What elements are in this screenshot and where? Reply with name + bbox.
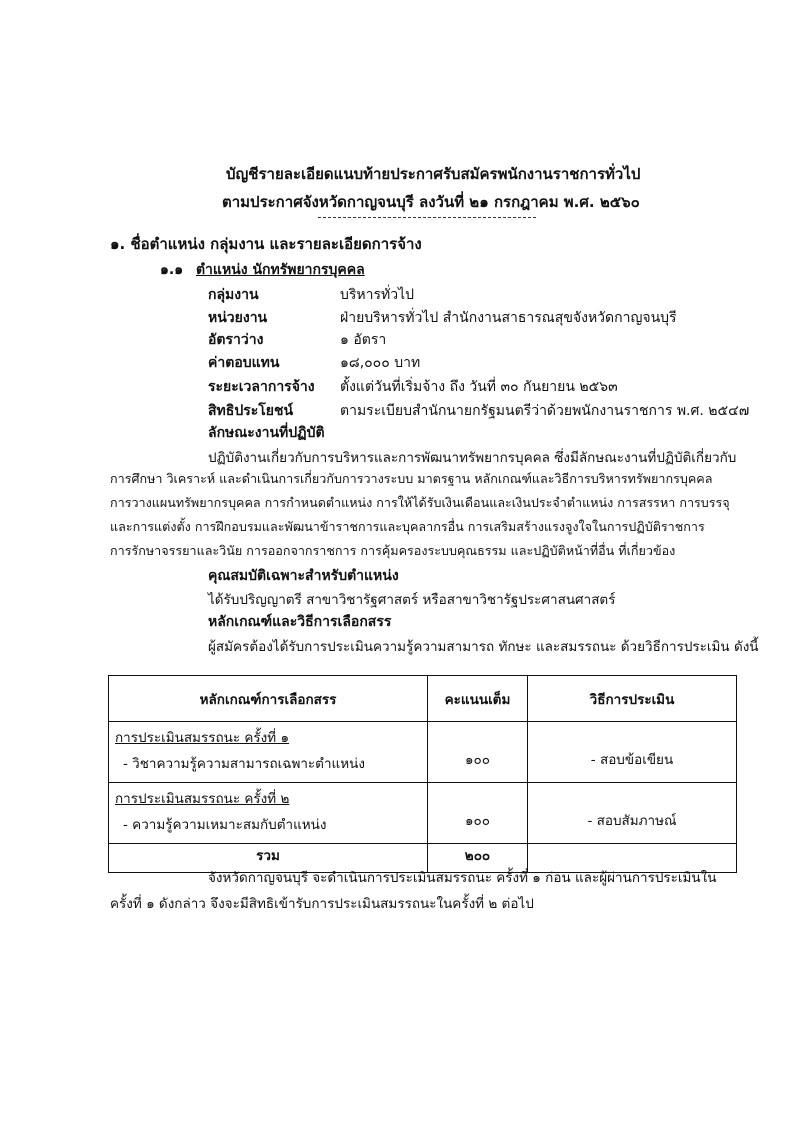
detail-label-period: ระยะเวลาการจ้าง (208, 379, 315, 395)
position-title: ตำแหน่ง นักทรัพยากรบุคคล (195, 262, 365, 278)
detail-value-vacancy: ๑ อัตรา (340, 332, 387, 348)
score-cell (428, 783, 528, 844)
detail-label-vacancy: อัตราว่าง (208, 332, 264, 348)
criteria-intro: ผู้สมัครต้องได้รับการประเมินความรู้ความสามารถ ทักษะ และสมรรถนะ ด้วยวิธีการประเมิน ดังนี้ (208, 639, 759, 655)
assessment-item: - ความรู้ความเหมาะสมกับตำแหน่ง (123, 817, 327, 833)
detail-value-salary: ๑๘,๐๐๐ บาท (340, 355, 421, 371)
closing-line-2: ครั้งที่ ๑ ดังกล่าว จึงจะมีสิทธิเข้ารับการประเมินสมรรถนะในครั้งที่ ๒ ต่อไป (110, 896, 534, 912)
column-header-criteria: หลักเกณฑ์การเลือกสรร (109, 676, 428, 722)
qualification-text: ได้รับปริญญาตรี สาขาวิชารัฐศาสตร์ หรือสาขาวิชารัฐประศาสนศาสตร์ (208, 592, 616, 608)
duties-line: ปฏิบัติงานเกี่ยวกับการบริหารและการพัฒนาทรัพยากรบุคคล ซึ่งมีลักษณะงานที่ปฏิบัติเกี่ยวกับ (208, 450, 737, 466)
detail-value-unit: ฝ่ายบริหารทั่วไป สำนักงานสาธารณสุขจังหวัดกาญจนบุรี (340, 310, 677, 326)
column-header-score: คะแนนเต็ม (428, 676, 528, 722)
detail-label-group: กลุ่มงาน (208, 287, 259, 303)
criteria-heading: หลักเกณฑ์และวิธีการเลือกสรร (208, 614, 392, 630)
score-value: ๑๐๐ (464, 813, 491, 829)
method-value: - สอบข้อเขียน (590, 752, 674, 768)
assessment-group: การประเมินสมรรถนะ ครั้งที่ ๒ (115, 791, 290, 807)
column-header-method: วิธีการประเมิน (528, 676, 737, 722)
detail-label-salary: ค่าตอบแทน (208, 355, 280, 371)
assessment-group: การประเมินสมรรถนะ ครั้งที่ ๑ (115, 730, 290, 746)
position-number: ๑.๑ (160, 262, 184, 278)
detail-value-group: บริหารทั่วไป (340, 287, 415, 303)
detail-value-period: ตั้งแต่วันที่เริ่มจ้าง ถึง วันที่ ๓๐ กันยายน ๒๕๖๓ (340, 379, 618, 395)
duties-heading: ลักษณะงานที่ปฏิบัติ (208, 425, 325, 441)
method-cell (528, 783, 737, 844)
table-header-row (109, 676, 737, 722)
criteria-cell (109, 722, 428, 783)
closing-line-1: จังหวัดกาญจนบุรี จะดำเนินการประเมินสมรรถนะ ครั้งที่ ๑ ก่อน และผู้ผ่านการประเมินใน (208, 870, 717, 886)
position-heading (160, 259, 365, 281)
total-label: รวม (109, 844, 428, 873)
criteria-table (108, 675, 737, 873)
title-line-1: บัญชีรายละเอียดแนบท้ายประกาศรับสมัครพนักงานราชการทั่วไป (226, 165, 641, 183)
duties-line: การศึกษา วิเคราะห์ และดำเนินการเกี่ยวกับการวางระบบ มาตรฐาน หลักเกณฑ์และวิธีการบริหารทรัพยากรบุคคล (110, 471, 713, 486)
title-line-2: ตามประกาศจังหวัดกาญจนบุรี ลงวันที่ ๒๑ กรกฎาคม พ.ศ. ๒๕๖๐ (222, 193, 640, 211)
assessment-item: - วิชาความรู้ความสามารถเฉพาะตำแหน่ง (123, 756, 365, 772)
score-value: ๑๐๐ (464, 752, 491, 768)
method-value: - สอบสัมภาษณ์ (587, 813, 677, 829)
title-divider (318, 217, 536, 218)
method-cell (528, 722, 737, 783)
duties-line: การวางแผนทรัพยากรบุคคล การกำหนดตำแหน่ง การให้ได้รับเงินเดือนและเงินประจำตำแหน่ง การสรรหา การบรรจุ (110, 495, 730, 510)
table-row (109, 783, 737, 844)
section-heading: ๑. ชื่อตำแหน่ง กลุ่มงาน และรายละเอียดการจ้าง (110, 235, 422, 253)
qualification-heading: คุณสมบัติเฉพาะสำหรับตำแหน่ง (208, 568, 399, 584)
detail-label-benefits: สิทธิประโยชน์ (208, 403, 294, 419)
detail-label-unit: หน่วยงาน (208, 310, 268, 326)
score-cell (428, 722, 528, 783)
table-row (109, 722, 737, 783)
detail-value-benefits: ตามระเบียบสำนักนายกรัฐมนตรีว่าด้วยพนักงานราชการ พ.ศ. ๒๕๔๗ (340, 403, 750, 419)
duties-line: และการแต่งตั้ง การฝึกอบรมและพัฒนาข้าราชการและบุคลากรอื่น การเสริมสร้างแรงจูงใจในการปฏิบัติราชการ (110, 519, 705, 534)
criteria-cell (109, 783, 428, 844)
total-score: ๒๐๐ (428, 844, 528, 873)
duties-line: การรักษาจรรยาและวินัย การออกจากราชการ การคุ้มครองระบบคุณธรรม และปฏิบัติหน้าที่อื่น ที่เกี่ยวข้อง (110, 543, 676, 558)
